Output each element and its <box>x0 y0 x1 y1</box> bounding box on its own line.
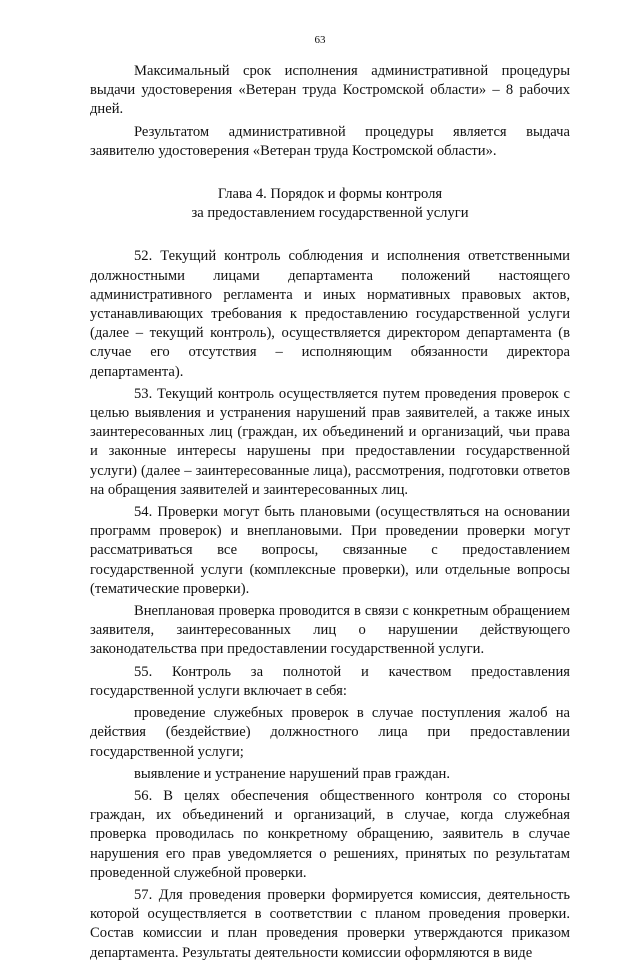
chapter-heading <box>90 185 570 223</box>
paragraph-53: 53. Текущий контроль осуществляется путем проведения проверок с целью выявления и устранения нарушений прав заявителей, а также иных заинтересованных лиц (граждан, их объединений и организаций, чьи права и законные интересы нарушены при предоставлении государственной услуги) (далее – заинтересованные лица), рассмотрения, подготовки ответов на обращения заявителей и заинтересованных лиц. <box>90 385 570 498</box>
paragraph-unscheduled-check: Внеплановая проверка проводится в связи с конкретным обращением заявителя, заинтересованных лиц о нарушении действующего законодательства при предоставлении государственной услуги. <box>90 603 570 658</box>
paragraph-55: 55. Контроль за полнотой и качеством предоставления государственной услуги включает в себя: <box>90 663 570 699</box>
chapter-title-line1: Глава 4. Порядок и формы контроля <box>217 186 443 203</box>
paragraph-55-item-1: проведение служебных проверок в случае поступления жалоб на действия (бездействие) должностного лица при предоставлении государственной услуги; <box>90 705 570 760</box>
paragraph-54: 54. Проверки могут быть плановыми (осуществляться на основании программ проверок) и внеплановыми. При проведении проверки могут рассматриваться все вопросы, связанные с предоставлением государственной услуги (комплексные проверки), или отдельные вопросы (тематические проверки). <box>90 504 570 597</box>
paragraph-max-term: Максимальный срок исполнения административной процедуры выдачи удостоверения «Ветеран труда Костромской области» – 8 рабочих дней. <box>90 63 570 118</box>
paragraph-57: 57. Для проведения проверки формируется комиссия, деятельность которой осуществляется в соответствии с планом проведения проверки. Состав комиссии и план проведения проверки утверждаются приказом департамента. Результаты деятельности комиссии оформляются в виде <box>90 886 570 961</box>
paragraph-result: Результатом административной процедуры является выдача заявителю удостоверения «Ветеран труда Костромской области». <box>90 123 570 159</box>
paragraph-52: 52. Текущий контроль соблюдения и исполнения ответственными должностными лицами департамента положений настоящего административного регламента и иных нормативных правовых актов, устанавливающих требования к предоставлению государственной услуги (далее – текущий контроль), осуществляется директором департамента (в случае его отсутствия – исполняющим обязанности директора департамента). <box>90 248 570 380</box>
page-number: 63 <box>314 34 326 46</box>
paragraph-56: 56. В целях обеспечения общественного контроля со стороны граждан, их объединений и организаций, в случае, когда служебная проверка проводилась по конкретному обращению, заявитель в случае нарушения его прав уведомляется о решениях, принятых по результатам проведенной служебной проверки. <box>90 787 570 881</box>
paragraph-55-item-2: выявление и устранение нарушений прав граждан. <box>134 765 451 782</box>
chapter-title-line2: за предоставлением государственной услуги <box>191 205 469 222</box>
document-body <box>90 62 570 963</box>
